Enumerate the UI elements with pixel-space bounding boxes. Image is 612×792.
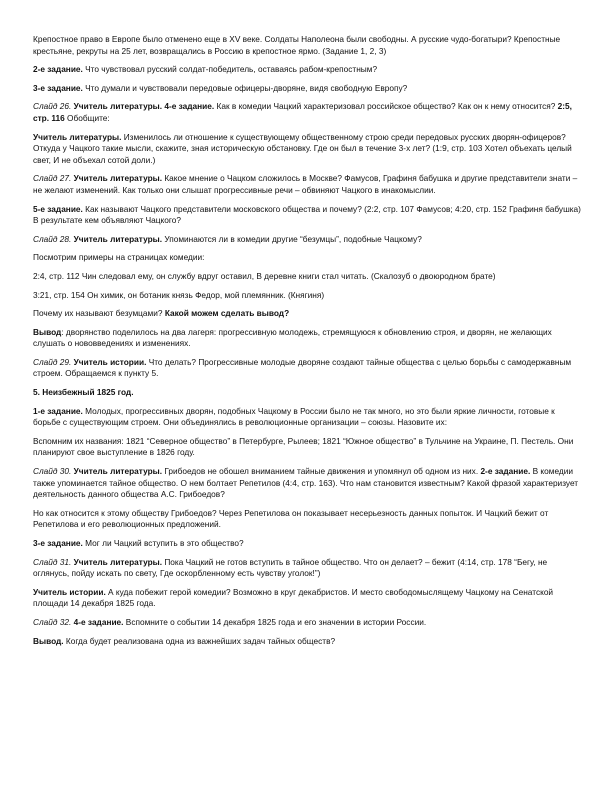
task-label: 2-е задание. [33, 64, 83, 75]
paragraph-text: Но как относится к этому обществу Грибоедов? Через Репетилова он показывает несерьезность данных попыток. И Чацкий бежит от Репетилова и его революционных предложений. [33, 507, 549, 530]
paragraph-text: Упоминаются ли в комедии другие “безумцы”, подобные Чацкому? [162, 233, 422, 244]
paragraph-text: Почему их называют безумцами? [33, 308, 165, 319]
slide-label: Слайд 26. [33, 101, 72, 112]
paragraph-slide-27 [33, 173, 583, 196]
paragraph-question [33, 308, 583, 320]
paragraph-text: Когда будет реализована одна из важнейших задач тайных обществ? [63, 635, 336, 646]
speaker-label: Учитель литературы. 4-е задание. [71, 101, 215, 112]
slide-label: Слайд 31. [33, 556, 72, 567]
speaker-label: Учитель истории. [71, 356, 147, 367]
task-label: 2-е задание. [480, 466, 531, 477]
paragraph-task-1 [33, 406, 583, 429]
paragraph-task-5 [33, 204, 583, 227]
task-label: 1-е задание. [33, 405, 83, 416]
paragraph-task-2 [33, 64, 583, 76]
slide-label: Слайд 27. [33, 173, 72, 184]
paragraph-text: Молодых, прогрессивных дворян, подобных Чацкому в России было не так много, но это были яркие личности, готовые к борьбе с существующим строем. Они объединялись в революционные организации – союзы. Назовите их: [33, 405, 555, 428]
paragraph-slide-28 [33, 234, 583, 246]
paragraph-text: : дворянство поделилось на два лагеря: прогрессивную молодежь, стремящуюся к обновлению строя, и дворян, не желающих слушать о нововведениях и изменениях. [33, 326, 552, 349]
paragraph-text: Изменилось ли отношение к существующему общественному строю среди передовых русских дворян-офицеров? Откуда у Чацкого такие мысли, скажите, зная историческую обстановку. Где он был в течение 3-х лет? (1:9, стр. 103 Хотел объехать целый свет, И не объехал сотой доли.) [33, 131, 572, 165]
paragraph-conclusion-2 [33, 636, 583, 648]
paragraph-text: А куда побежит герой комедии? Возможно в круг декабристов. И место свободомыслящему Чацкому на Сенатской площади 14 декабря 1825 года. [33, 586, 554, 609]
conclusion-label: Вывод [33, 326, 62, 337]
paragraph-example-2 [33, 290, 583, 302]
paragraph-task-3b [33, 538, 583, 550]
paragraph-serfdom [33, 34, 583, 57]
section-heading: 5. Неизбежный 1825 год. [33, 387, 134, 398]
task-label: 3-е задание. [33, 82, 83, 93]
paragraph-text: Пока Чацкий не готов вступить в тайное общество. Что он делает? – бежит (4:14, стр. 178 “Бегу, не оглянусь, пойду искать по свету, Где оскорбленному есть чувству уголок!”) [33, 556, 548, 579]
task-label: 5-е задание. [33, 203, 83, 214]
speaker-label: Учитель литературы. [71, 466, 163, 477]
paragraph-task-3 [33, 83, 583, 95]
paragraph-history-teacher [33, 587, 583, 610]
reference-label: 2:5, стр. 116 [33, 101, 572, 123]
task-label: 3-е задание. [33, 538, 83, 548]
paragraph-slide-32 [33, 617, 583, 629]
paragraph-text: 3:21, стр. 154 Он химик, он ботаник князь Федор, мой племянник. (Княгиня) [33, 289, 325, 300]
paragraph-text: Что чувствовал русский солдат-победитель, оставаясь рабом-крепостным? [82, 64, 378, 75]
slide-label: Слайд 30. [33, 466, 72, 477]
section-heading-1825 [33, 387, 583, 399]
paragraph-text: Вспомните о событии 14 декабря 1825 года и его значении в истории России. [123, 616, 427, 627]
paragraph-slide-31 [33, 557, 583, 580]
slide-label: Слайд 32. [33, 616, 72, 627]
paragraph-examples-intro [33, 252, 583, 264]
paragraph-repetilov [33, 508, 583, 531]
speaker-label: Учитель литературы. [71, 556, 163, 567]
paragraph-text: Крепостное право в Европе было отменено еще в XV веке. Солдаты Наполеона были свободны. А русские чудо-богатыри? Крепостные крестьяне, рекруты на 25 лет, возвращались в Россию в крепостное ярмо. (Задание 1, 2, 3) [33, 34, 561, 56]
paragraph-text: Что делать? Прогрессивные молодые дворяне создают тайные общества с целью борьбы с самодержавным строем. Обращаемся к пункту 5. [33, 356, 572, 379]
paragraph-text: Посмотрим примеры на страницах комедии: [33, 252, 205, 263]
paragraph-conclusion-1 [33, 327, 583, 350]
paragraph-slide-26 [33, 101, 583, 124]
paragraph-text: Грибоедов не обошел вниманием тайные движения и упомянул об одном из них. [162, 466, 481, 477]
paragraph-text: Обобщите: [64, 112, 110, 123]
slide-label: Слайд 29. [33, 356, 72, 367]
paragraph-literature-teacher [33, 132, 583, 167]
paragraph-slide-30 [33, 466, 583, 501]
task-label: 4-е задание. [71, 616, 124, 627]
speaker-label: Учитель литературы. [71, 233, 163, 244]
paragraph-example-1 [33, 271, 583, 283]
paragraph-text: В комедии также упоминается тайное общество. О нем болтает Репетилов (4:4, стр. 163). Что нам становится известным? Какой фразой характеризует деятельность данного общества А.С. Грибоедов? [33, 466, 579, 500]
paragraph-text: Как называют Чацкого представители московского общества и почему? (2:2, стр. 107 Фамусов; 4:20, стр. 152 Графиня бабушка) В результате кем объявляют Чацкого? [33, 203, 581, 226]
slide-label: Слайд 28. [33, 233, 72, 244]
speaker-label: Учитель литературы. [33, 131, 122, 142]
paragraph-societies [33, 436, 583, 459]
paragraph-slide-29 [33, 357, 583, 380]
paragraph-text: Что думали и чувствовали передовые офицеры-дворяне, видя свободную Европу? [82, 82, 408, 93]
paragraph-text: Мог ли Чацкий вступить в это общество? [82, 538, 244, 548]
emphasis-text: Какой можем сделать вывод? [164, 308, 290, 319]
speaker-label: Учитель литературы. [71, 173, 163, 184]
paragraph-text: 2:4, стр. 112 Чин следовал ему, он службу вдруг оставил, В деревне книги стал читать. (Скалозуб о двоюродном брате) [33, 270, 496, 281]
document-page [33, 34, 583, 654]
paragraph-text: Какое мнение о Чацком сложилось в Москве? Фамусов, Графиня бабушка и другие представители знати – не желают изменений. Как только они слышат прогрессивные речи – обвиняют Чацкого в инакомыслии. [33, 173, 578, 195]
speaker-label: Учитель истории. [33, 586, 106, 597]
conclusion-label: Вывод. [33, 635, 64, 646]
paragraph-text: Вспомним их названия: 1821 “Северное общество” в Петербурге, Рылеев; 1821 “Южное общество” в Тульчине на Украине, П. Пестель. Они планируют свое выступление в 1826 году. [33, 435, 574, 458]
paragraph-text: Как в комедии Чацкий характеризовал российское общество? Как он к нему относится? [214, 101, 558, 112]
